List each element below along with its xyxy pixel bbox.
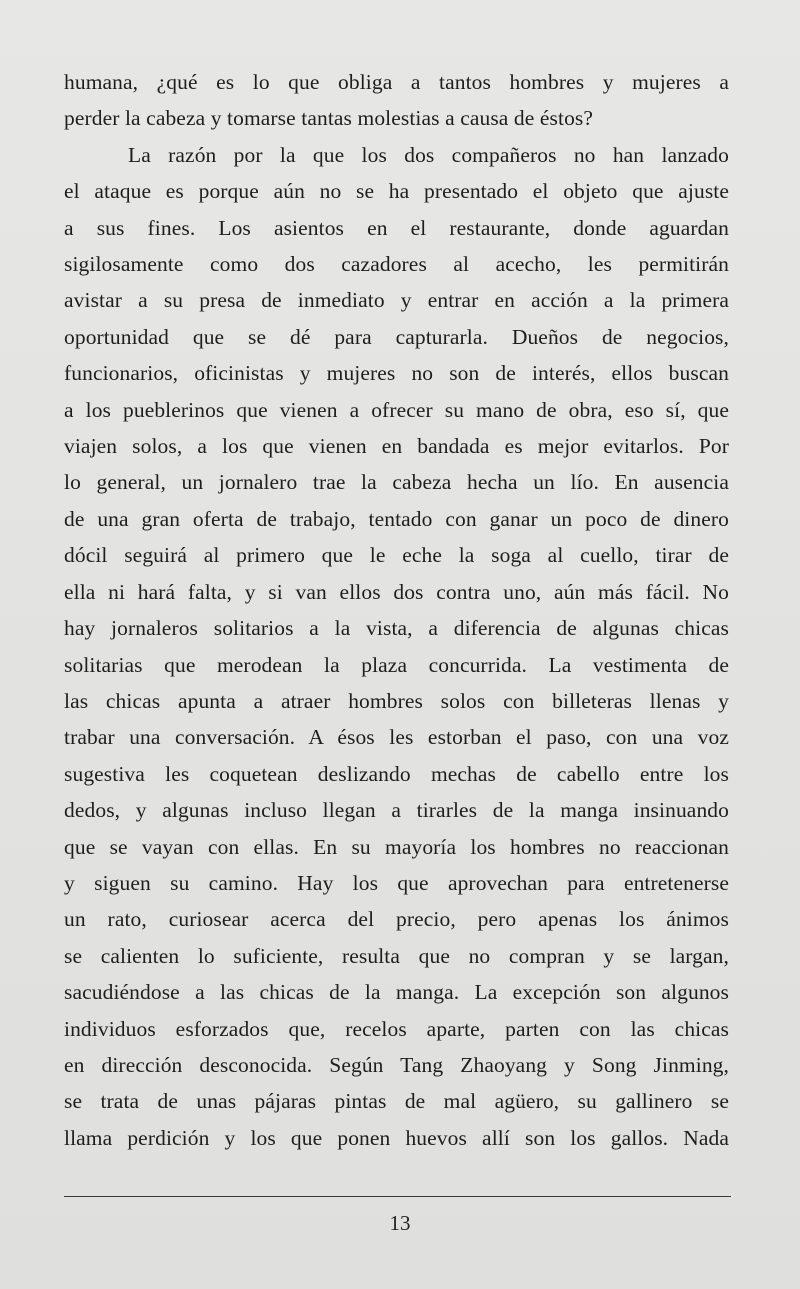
- line-text: sacudiéndose a las chicas de la manga. La excepción son algunos: [64, 980, 729, 1005]
- line-text: trabar una conversación. A ésos les estorban el paso, con una voz: [64, 725, 729, 750]
- line-text: sugestiva les coquetean deslizando mechas de cabello entre los: [64, 761, 729, 786]
- text-line: [64, 501, 729, 537]
- line-text: el ataque es porque aún no se ha presentado el objeto que ajuste: [64, 179, 729, 204]
- text-line: [64, 756, 729, 792]
- text-line: [64, 282, 729, 318]
- text-line: [64, 100, 729, 136]
- line-text: La razón por la que los dos compañeros no han lanzado: [128, 142, 729, 167]
- text-line: [64, 938, 729, 974]
- line-text: se trata de unas pájaras pintas de mal agüero, su gallinero se: [64, 1089, 729, 1114]
- text-line: [64, 829, 729, 865]
- text-line: [64, 137, 729, 173]
- text-line: [64, 355, 729, 391]
- text-line: [64, 1011, 729, 1047]
- line-text: de una gran oferta de trabajo, tentado con ganar un poco de dinero: [64, 506, 729, 531]
- line-text: dócil seguirá al primero que le eche la soga al cuello, tirar de: [64, 543, 729, 568]
- line-text: dedos, y algunas incluso llegan a tirarles de la manga insinuando: [64, 798, 729, 823]
- text-line: [64, 319, 729, 355]
- text-line: [64, 1120, 729, 1156]
- line-text: humana, ¿qué es lo que obliga a tantos hombres y mujeres a: [64, 70, 729, 94]
- text-line: [64, 610, 729, 646]
- line-text: y siguen su camino. Hay los que aprovechan para entretenerse: [64, 870, 729, 895]
- line-text: oportunidad que se dé para capturarla. Dueños de negocios,: [64, 324, 729, 349]
- line-text: a sus fines. Los asientos en el restaurante, donde aguardan: [64, 215, 729, 240]
- line-text: funcionarios, oficinistas y mujeres no son de interés, ellos buscan: [64, 361, 729, 386]
- line-text: ella ni hará falta, y si van ellos dos contra uno, aún más fácil. No: [64, 579, 729, 604]
- line-text: un rato, curiosear acerca del precio, pero apenas los ánimos: [64, 907, 729, 932]
- paragraph-1: [64, 64, 729, 137]
- text-line: [64, 173, 729, 209]
- text-line: [64, 683, 729, 719]
- line-text: viajen solos, a los que vienen en bandada es mejor evitarlos. Por: [64, 434, 729, 459]
- line-text: sigilosamente como dos cazadores al acecho, les permitirán: [64, 252, 729, 277]
- line-text: avistar a su presa de inmediato y entrar en acción a la primera: [64, 288, 729, 313]
- text-line: [64, 1083, 729, 1119]
- line-text: hay jornaleros solitarios a la vista, a diferencia de algunas chicas: [64, 616, 729, 641]
- footer-rule: [64, 1196, 731, 1197]
- text-line: [64, 464, 729, 500]
- text-line: [64, 210, 729, 246]
- line-text: solitarias que merodean la plaza concurrida. La vestimenta de: [64, 652, 729, 677]
- line-text: que se vayan con ellas. En su mayoría los hombres no reaccionan: [64, 834, 729, 859]
- text-line: [64, 246, 729, 282]
- paragraph-2: [64, 137, 729, 1156]
- text-line: [64, 792, 729, 828]
- line-text: individuos esforzados que, recelos aparte, parten con las chicas: [64, 1016, 729, 1041]
- text-line: [64, 974, 729, 1010]
- line-text: llama perdición y los que ponen huevos allí son los gallos. Nada: [64, 1125, 729, 1150]
- text-line: [64, 392, 729, 428]
- text-line: [64, 719, 729, 755]
- line-text: perder la cabeza y tomarse tantas molestias a causa de éstos?: [64, 106, 594, 131]
- line-text: en dirección desconocida. Según Tang Zhaoyang y Song Jinming,: [64, 1052, 729, 1077]
- text-line: [64, 1047, 729, 1083]
- page-number: 13: [389, 1211, 411, 1235]
- text-line: [64, 865, 729, 901]
- line-text: a los pueblerinos que vienen a ofrecer su mano de obra, eso sí, que: [64, 397, 729, 422]
- text-line: [64, 901, 729, 937]
- body-text: [64, 64, 729, 1156]
- text-line: [64, 647, 729, 683]
- text-line: [64, 537, 729, 573]
- line-text: lo general, un jornalero trae la cabeza hecha un lío. En ausencia: [64, 470, 729, 495]
- text-line: [64, 428, 729, 464]
- text-line: [64, 64, 729, 100]
- line-text: las chicas apunta a atraer hombres solos con billeteras llenas y: [64, 688, 729, 713]
- text-line: [64, 574, 729, 610]
- line-text: se calienten lo suficiente, resulta que no compran y se largan,: [64, 943, 729, 968]
